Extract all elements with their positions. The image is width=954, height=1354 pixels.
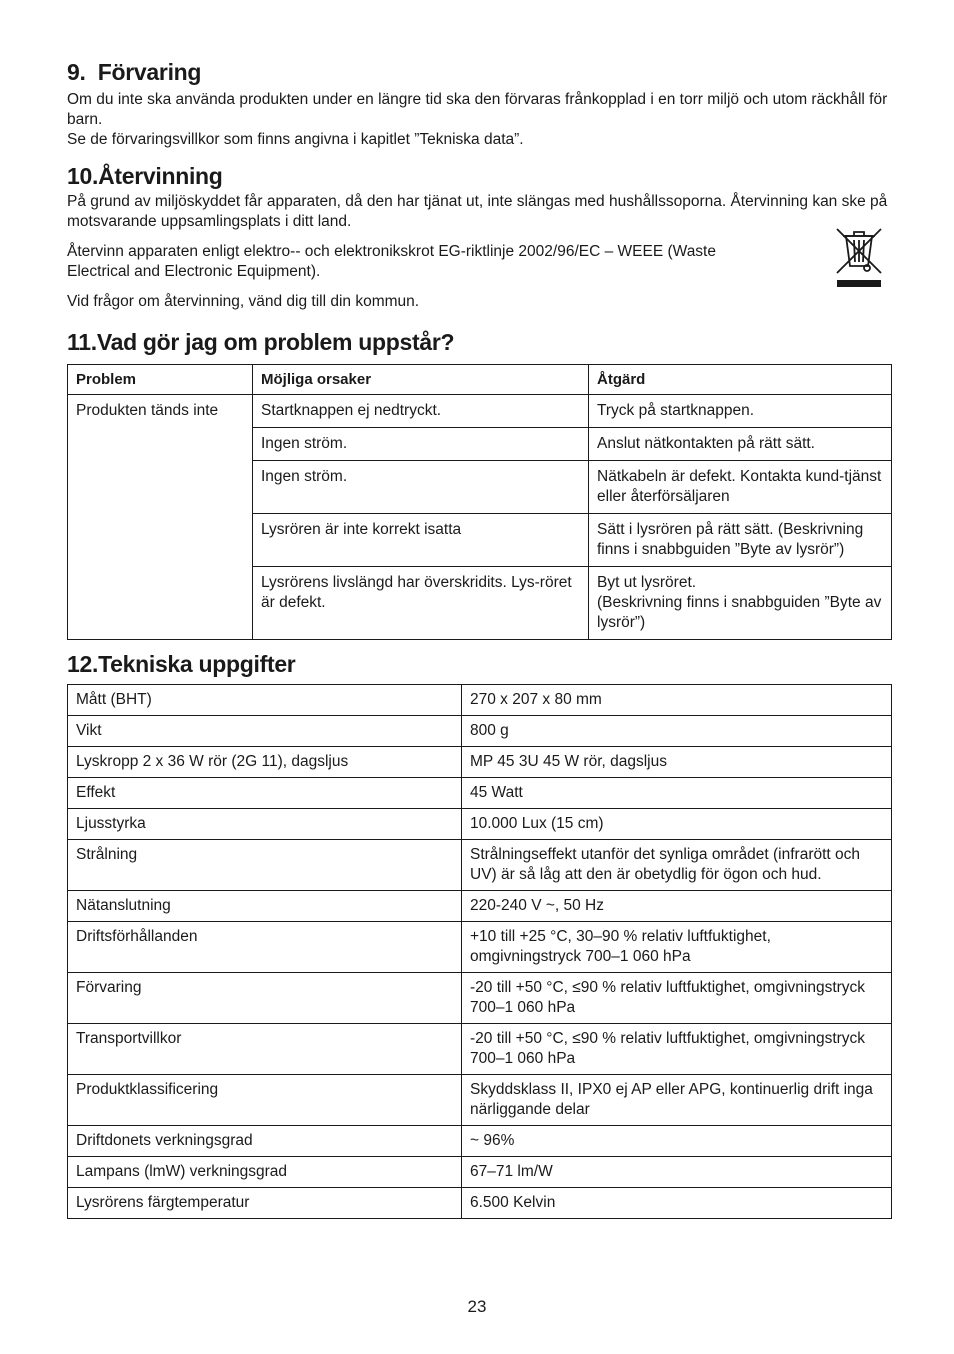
- section-heading-troubleshooting: [67, 328, 892, 356]
- specs-table-body: [68, 685, 892, 1219]
- table-row: [68, 891, 892, 922]
- table-row: [68, 1188, 892, 1219]
- spec-label-cell: Mått (BHT): [68, 685, 462, 716]
- section-number: 9.: [67, 59, 86, 85]
- section-specs: [67, 650, 892, 1219]
- spec-value-cell: MP 45 3U 45 W rör, dagsljus: [462, 747, 892, 778]
- spec-value-cell: 45 Watt: [462, 778, 892, 809]
- section-heading-storage: [67, 58, 892, 86]
- action-cell: Nätkabeln är defekt. Kontakta kund-tjänst eller återförsäljaren: [589, 461, 892, 514]
- table-row: [68, 809, 892, 840]
- troubleshooting-table: [67, 364, 892, 640]
- spec-value-cell: -20 till +50 °C, ≤90 % relativ luftfuktighet, omgivningstryck 700–1 060 hPa: [462, 973, 892, 1024]
- column-header-causes: Möjliga orsaker: [253, 365, 589, 395]
- spec-label-cell: Driftsförhållanden: [68, 922, 462, 973]
- spec-value-cell: 270 x 207 x 80 mm: [462, 685, 892, 716]
- spec-label-cell: Lyskropp 2 x 36 W rör (2G 11), dagsljus: [68, 747, 462, 778]
- spec-value-cell: 67–71 lm/W: [462, 1157, 892, 1188]
- spec-label-cell: Strålning: [68, 840, 462, 891]
- spec-label-cell: Förvaring: [68, 973, 462, 1024]
- cause-cell: Lysrören är inte korrekt isatta: [253, 514, 589, 567]
- spec-value-cell: 10.000 Lux (15 cm): [462, 809, 892, 840]
- spec-value-cell: -20 till +50 °C, ≤90 % relativ luftfuktighet, omgivningstryck 700–1 060 hPa: [462, 1024, 892, 1075]
- table-row: [68, 685, 892, 716]
- action-cell: Byt ut lysröret. (Beskrivning finns i snabbguiden ”Byte av lysrör”): [589, 567, 892, 640]
- spec-label-cell: Produktklassificering: [68, 1075, 462, 1126]
- crossed-out-wheelie-bin-icon: [834, 226, 884, 288]
- spec-label-cell: Driftdonets verkningsgrad: [68, 1126, 462, 1157]
- table-header-row: [68, 365, 892, 395]
- section-title: Vad gör jag om problem uppstår?: [96, 329, 455, 355]
- spec-label-cell: Lysrörens färgtemperatur: [68, 1188, 462, 1219]
- spec-value-cell: 800 g: [462, 716, 892, 747]
- table-row: [68, 716, 892, 747]
- spec-label-cell: Transportvillkor: [68, 1024, 462, 1075]
- weee-block: [67, 242, 892, 282]
- cause-cell: Lysrörens livslängd har överskridits. Lys-röret är defekt.: [253, 567, 589, 640]
- column-header-action: Åtgärd: [589, 365, 892, 395]
- paragraph: Vid frågor om återvinning, vänd dig till din kommun.: [67, 293, 420, 310]
- spec-label-cell: Lampans (lmW) verkningsgrad: [68, 1157, 462, 1188]
- action-cell: Anslut nätkontakten på rätt sätt.: [589, 428, 892, 461]
- section-title: Förvaring: [97, 59, 202, 85]
- table-row: [68, 747, 892, 778]
- paragraph: Om du inte ska använda produkten under en längre tid ska den förvaras frånkopplad i en torr miljö och utom räckhåll för barn.: [67, 91, 888, 128]
- table-row: [68, 840, 892, 891]
- action-cell: Tryck på startknappen.: [589, 395, 892, 428]
- table-row: [68, 973, 892, 1024]
- table-row: [68, 1075, 892, 1126]
- paragraph: Se de förvaringsvillkor som finns angivna i kapitlet ”Tekniska data”.: [67, 131, 524, 148]
- problem-cell: Produkten tänds inte: [68, 395, 253, 640]
- spec-label-cell: Ljusstyrka: [68, 809, 462, 840]
- cause-cell: Ingen ström.: [253, 461, 589, 514]
- table-row: [68, 922, 892, 973]
- section-troubleshooting: [67, 328, 892, 640]
- table-row: [68, 778, 892, 809]
- section-heading-specs: [67, 650, 892, 678]
- section-title: Tekniska uppgifter: [98, 651, 296, 677]
- cause-cell: Ingen ström.: [253, 428, 589, 461]
- paragraph: Återvinn apparaten enligt elektro-- och elektronikskrot EG-riktlinje 2002/96/EC – WEEE (Waste Electrical and Electronic Equipment).: [67, 243, 716, 280]
- spec-value-cell: Skyddsklass II, IPX0 ej AP eller APG, kontinuerlig drift inga närliggande delar: [462, 1075, 892, 1126]
- spec-value-cell: 6.500 Kelvin: [462, 1188, 892, 1219]
- specs-table: [67, 684, 892, 1219]
- section-recycling: [67, 162, 892, 312]
- section-storage: [67, 58, 892, 150]
- spec-value-cell: Strålningseffekt utanför det synliga området (infrarött och UV) är så låg att den är obetydlig för ögon och hud.: [462, 840, 892, 891]
- spec-label-cell: Nätanslutning: [68, 891, 462, 922]
- spec-label-cell: Vikt: [68, 716, 462, 747]
- table-row: [68, 1157, 892, 1188]
- spec-label-cell: Effekt: [68, 778, 462, 809]
- spec-value-cell: ~ 96%: [462, 1126, 892, 1157]
- page-number: 23: [467, 1297, 487, 1316]
- section-number: 12.: [67, 651, 99, 677]
- table-row: [68, 1126, 892, 1157]
- spec-value-cell: +10 till +25 °C, 30–90 % relativ luftfuktighet, omgivningstryck 700–1 060 hPa: [462, 922, 892, 973]
- spec-value-cell: 220-240 V ~, 50 Hz: [462, 891, 892, 922]
- section-heading-recycling: [67, 162, 892, 190]
- column-header-problem: Problem: [68, 365, 253, 395]
- paragraph: På grund av miljöskyddet får apparaten, då den har tjänat ut, inte slängas med hushållssoporna. Återvinning kan ske på motsvarande uppsamlingsplats i ditt land.: [67, 193, 888, 230]
- action-cell: Sätt i lysrören på rätt sätt. (Beskrivning finns i snabbguiden ”Byte av lysrör”): [589, 514, 892, 567]
- table-row: [68, 1024, 892, 1075]
- table-row: [68, 395, 892, 428]
- section-number: 11.: [67, 329, 97, 355]
- section-title: Återvinning: [98, 163, 223, 189]
- page-content: [67, 58, 892, 1219]
- section-number: 10.: [67, 163, 99, 189]
- cause-cell: Startknappen ej nedtryckt.: [253, 395, 589, 428]
